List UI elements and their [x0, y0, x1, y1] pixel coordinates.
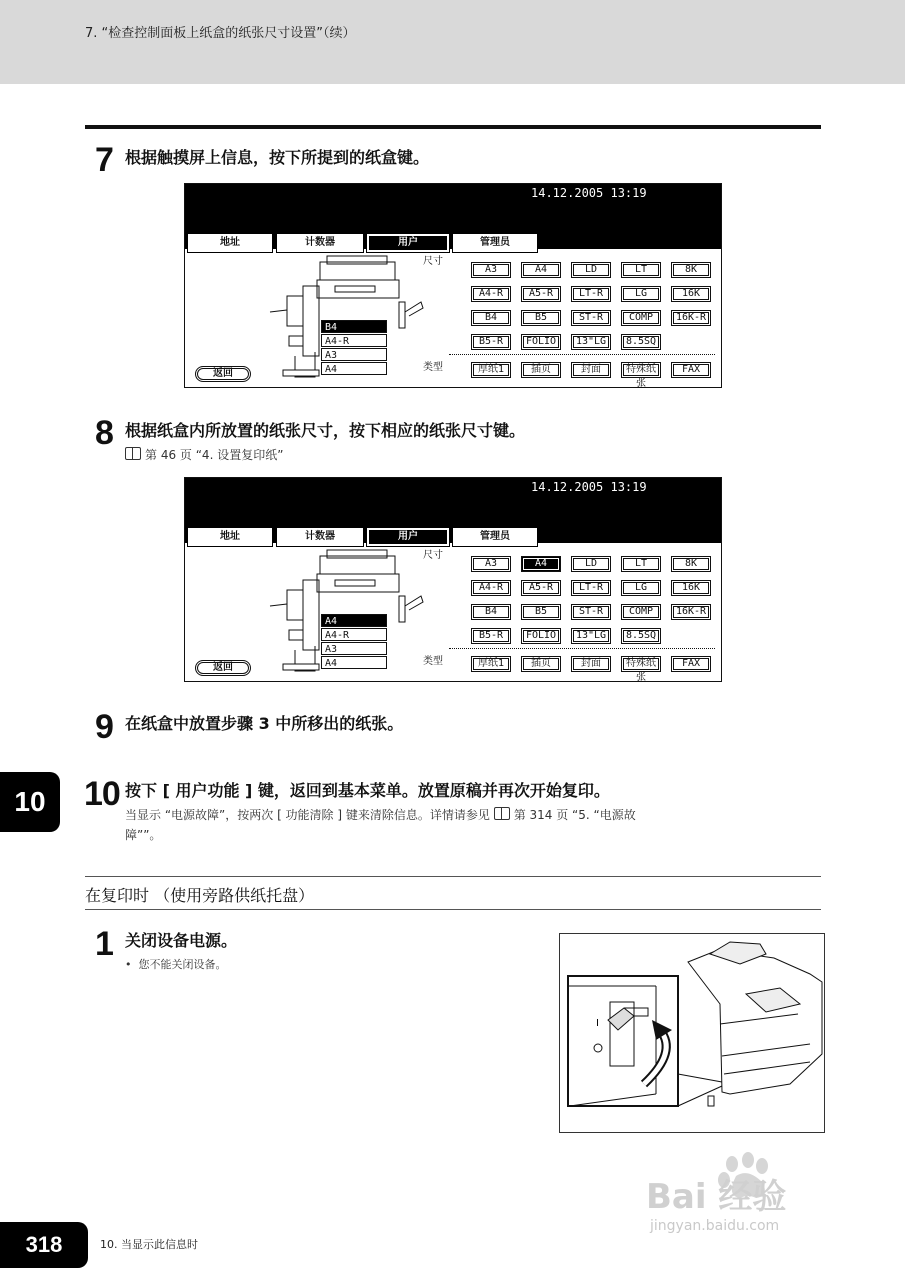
paper-tray[interactable]: A4	[321, 362, 387, 375]
paper-size-button[interactable]: A5-R	[521, 286, 561, 302]
step-title: 在纸盒中放置步骤 3 中所移出的纸张。	[125, 714, 404, 733]
paper-size-button[interactable]: LG	[621, 580, 661, 596]
paper-size-button[interactable]: 8.5SQ	[621, 628, 661, 644]
touch-screen	[184, 183, 722, 388]
paper-type-button[interactable]: FAX	[671, 656, 711, 672]
paper-size-button[interactable]: A3	[471, 262, 511, 278]
paper-size-button[interactable]: COMP	[621, 310, 661, 326]
step-number: 7	[95, 141, 113, 179]
bullet-item: • 您不能关闭设备。	[125, 958, 227, 971]
paper-size-button[interactable]: B5-R	[471, 334, 511, 350]
step-number: 9	[95, 708, 113, 746]
paper-size-button[interactable]: LT	[621, 262, 661, 278]
paper-size-button[interactable]: B4	[471, 310, 511, 326]
bullet-text: 您不能关闭设备。	[138, 958, 227, 971]
tab-counter[interactable]: 计数器	[277, 234, 363, 252]
paper-size-button[interactable]: ST-R	[571, 310, 611, 326]
paper-type-button[interactable]: 插页	[521, 362, 561, 378]
paper-size-button[interactable]: A4	[521, 556, 561, 572]
type-label: 类型	[423, 362, 443, 373]
paper-tray[interactable]: A4	[321, 614, 387, 627]
paper-size-button[interactable]: 16K-R	[671, 604, 711, 620]
power-switch-figure	[559, 933, 825, 1133]
note-text: 当显示 “电源故障”，按两次 [ 功能清除 ] 键来清除信息。详情请参见	[125, 808, 490, 822]
paper-size-button[interactable]: FOLIO	[521, 628, 561, 644]
running-title: 7. “检查控制面板上纸盒的纸张尺寸设置”（续）	[85, 26, 356, 41]
touch-screen	[184, 477, 722, 682]
back-button[interactable]: 返回	[195, 366, 251, 382]
paper-tray[interactable]: A3	[321, 348, 387, 361]
paper-type-button[interactable]: FAX	[671, 362, 711, 378]
tab-admin[interactable]: 管理员	[453, 528, 537, 546]
tab-user[interactable]: 用户	[367, 528, 449, 546]
baidu-watermark	[640, 1150, 840, 1220]
step-note	[125, 806, 636, 823]
tab-address[interactable]: 地址	[188, 528, 272, 546]
size-label: 尺寸	[423, 256, 443, 267]
paper-size-button[interactable]: FOLIO	[521, 334, 561, 350]
page-number: 318	[0, 1222, 88, 1268]
paper-tray[interactable]: B4	[321, 320, 387, 333]
paper-type-button[interactable]: 封面	[571, 362, 611, 378]
datetime: 14.12.2005 13:19	[531, 186, 647, 200]
paper-type-button[interactable]: 厚纸1	[471, 362, 511, 378]
watermark-text: Bai 经验	[646, 1177, 787, 1217]
paper-type-button[interactable]: 特殊纸张	[621, 362, 661, 378]
paper-size-button[interactable]: 8.5SQ	[621, 334, 661, 350]
step-number: 1	[95, 925, 113, 963]
paper-size-button[interactable]: LD	[571, 556, 611, 572]
divider	[449, 354, 715, 355]
paper-tray[interactable]: A4	[321, 656, 387, 669]
section-title: 在复印时 （使用旁路供纸托盘）	[85, 886, 315, 905]
paper-type-button[interactable]: 特殊纸张	[621, 656, 661, 672]
paper-size-button[interactable]: B5-R	[471, 628, 511, 644]
paper-tray[interactable]: A3	[321, 642, 387, 655]
book-icon	[125, 447, 141, 460]
datetime: 14.12.2005 13:19	[531, 480, 647, 494]
back-button[interactable]: 返回	[195, 660, 251, 676]
paper-size-button[interactable]: A4-R	[471, 580, 511, 596]
paper-size-button[interactable]: A5-R	[521, 580, 561, 596]
paper-type-button[interactable]: 封面	[571, 656, 611, 672]
divider	[449, 648, 715, 649]
paper-size-button[interactable]: A4-R	[471, 286, 511, 302]
step-number: 8	[95, 414, 113, 452]
paper-size-button[interactable]: LT	[621, 556, 661, 572]
step-title: 根据纸盒内所放置的纸张尺寸，按下相应的纸张尺寸键。	[125, 421, 526, 440]
reference-text: 第 46 页 “4. 设置复印纸”	[145, 448, 284, 462]
step-note-continued: 障””。	[125, 828, 162, 842]
tab-admin[interactable]: 管理员	[453, 234, 537, 252]
step-title: 关闭设备电源。	[125, 931, 238, 950]
paper-size-button[interactable]: 8K	[671, 262, 711, 278]
power-switch-illustration	[560, 934, 824, 1132]
paper-size-button[interactable]: B4	[471, 604, 511, 620]
chapter-tab: 10	[0, 772, 60, 832]
tab-user[interactable]: 用户	[367, 234, 449, 252]
paper-size-button[interactable]: A4	[521, 262, 561, 278]
paper-size-button[interactable]: LT-R	[571, 580, 611, 596]
paper-size-button[interactable]: LG	[621, 286, 661, 302]
tab-address[interactable]: 地址	[188, 234, 272, 252]
paper-size-button[interactable]: ST-R	[571, 604, 611, 620]
step-number: 10	[84, 775, 120, 813]
paper-size-button[interactable]: 16K	[671, 580, 711, 596]
type-label: 类型	[423, 656, 443, 667]
paper-size-button[interactable]: 13"LG	[571, 628, 611, 644]
paper-size-button[interactable]: B5	[521, 604, 561, 620]
size-label: 尺寸	[423, 550, 443, 561]
paper-type-button[interactable]: 插页	[521, 656, 561, 672]
paper-tray[interactable]: A4-R	[321, 334, 387, 347]
step-title: 按下 [ 用户功能 ] 键，返回到基本菜单。放置原稿并再次开始复印。	[125, 781, 610, 800]
tab-counter[interactable]: 计数器	[277, 528, 363, 546]
step-title: 根据触摸屏上信息，按下所提到的纸盒键。	[125, 148, 430, 167]
svg-text:I: I	[596, 1018, 599, 1029]
paper-type-button[interactable]: 厚纸1	[471, 656, 511, 672]
paper-tray[interactable]: A4-R	[321, 628, 387, 641]
paper-size-button[interactable]: 13"LG	[571, 334, 611, 350]
paper-size-button[interactable]: 8K	[671, 556, 711, 572]
paper-size-button[interactable]: COMP	[621, 604, 661, 620]
reference-text: 第 314 页 “5. “电源故	[513, 808, 636, 822]
page-header	[0, 0, 905, 84]
paper-size-button[interactable]: LD	[571, 262, 611, 278]
footer-text: 10. 当显示此信息时	[100, 1238, 198, 1251]
watermark-url: jingyan.baidu.com	[650, 1218, 780, 1234]
section-rule	[85, 125, 821, 129]
book-icon	[494, 807, 510, 820]
section-heading	[85, 876, 821, 910]
paper-size-button[interactable]: 16K-R	[671, 310, 711, 326]
page-reference	[125, 446, 283, 463]
paper-size-button[interactable]: B5	[521, 310, 561, 326]
paper-size-button[interactable]: LT-R	[571, 286, 611, 302]
paper-size-button[interactable]: A3	[471, 556, 511, 572]
paper-size-button[interactable]: 16K	[671, 286, 711, 302]
